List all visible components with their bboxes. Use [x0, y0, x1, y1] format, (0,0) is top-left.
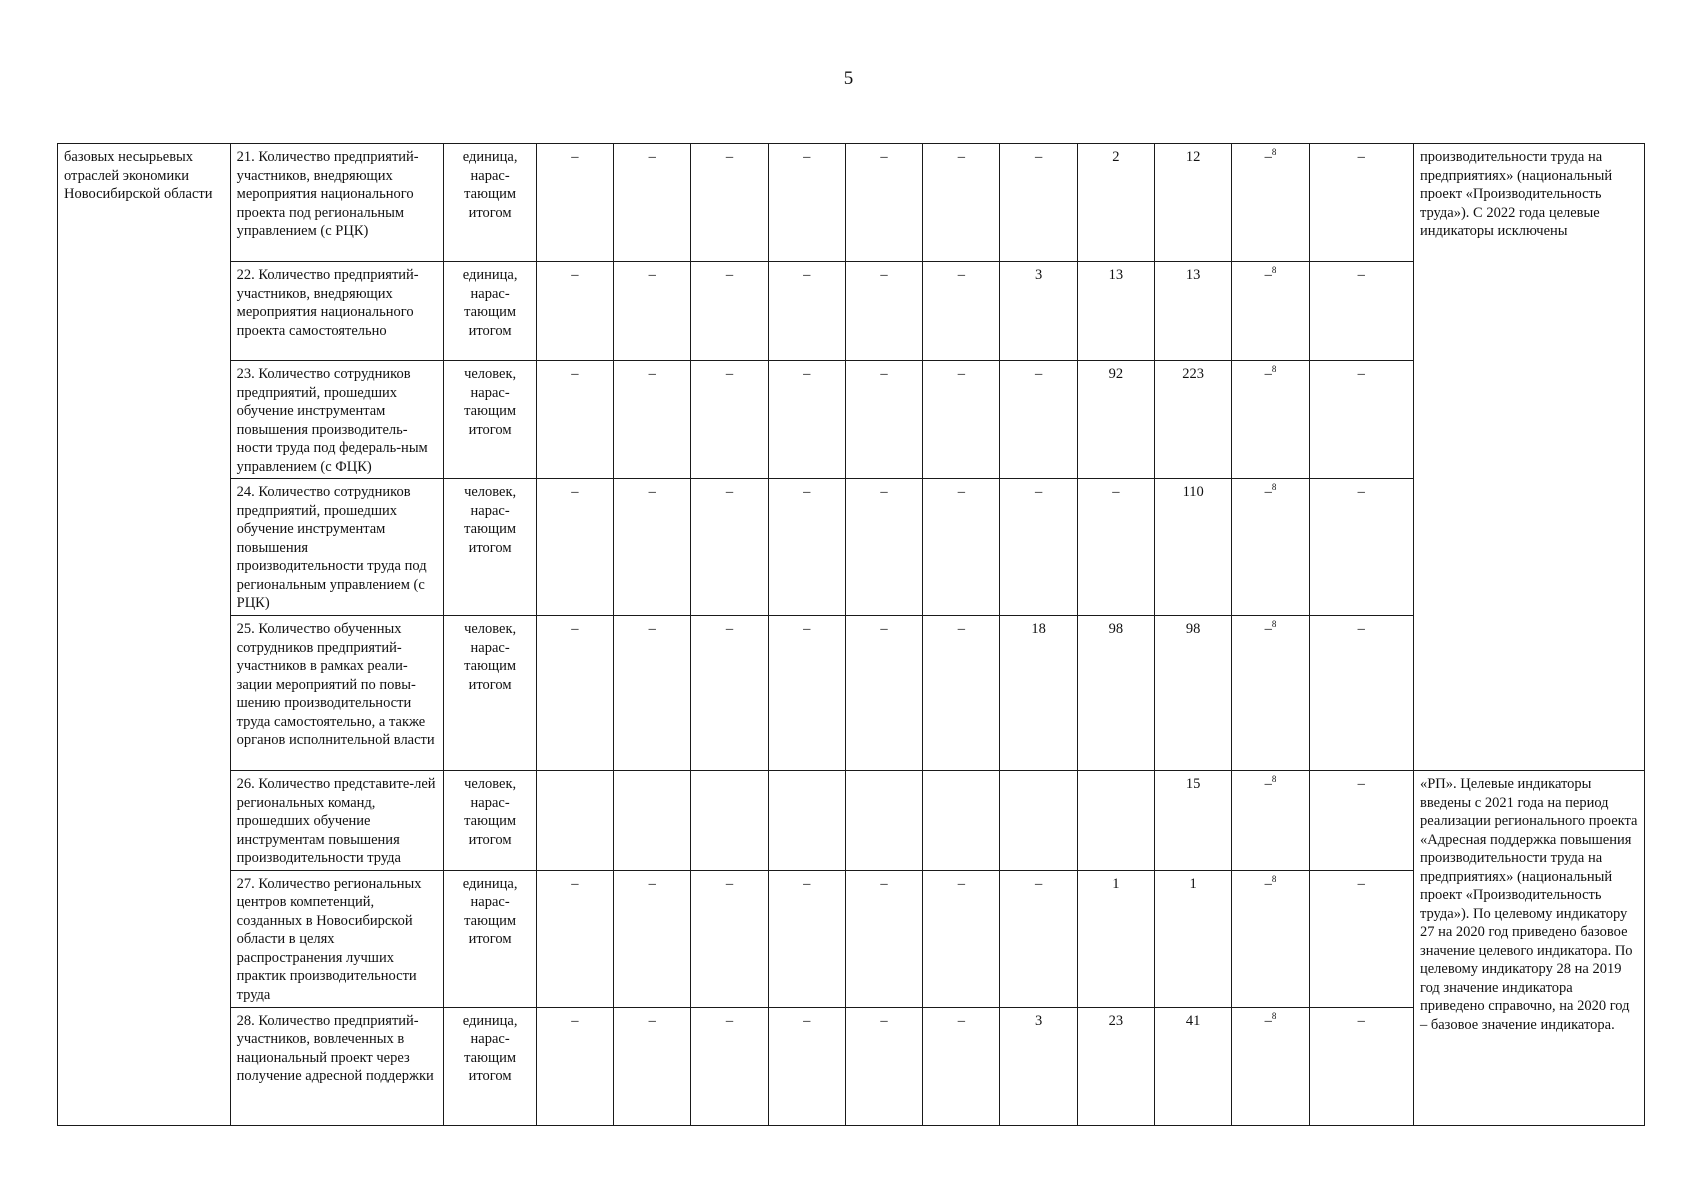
- value-cell: –: [768, 361, 845, 479]
- value-cell: [1077, 771, 1154, 871]
- indicator-name-cell: 21. Количество предприятий-участников, внедряющих мероприятия национального проекта под региональным управлением (с РЦК): [230, 144, 444, 262]
- footnote-mark: 8: [1271, 147, 1277, 157]
- unit-cell: единица, нарас-тающим итогом: [444, 1007, 536, 1125]
- table-row: [58, 616, 1645, 771]
- footnote-mark: 8: [1271, 873, 1277, 884]
- footnote-dash: –$^8$: [1264, 1010, 1277, 1029]
- value-cell: –: [614, 616, 691, 771]
- value-cell: 223: [1155, 361, 1232, 479]
- value-cell: 13: [1155, 262, 1232, 361]
- value-cell: 110: [1155, 479, 1232, 616]
- value-cell: –: [691, 1007, 768, 1125]
- value-cell: –: [691, 361, 768, 479]
- value-cell: –: [768, 479, 845, 616]
- value-cell: 1: [1155, 870, 1232, 1007]
- footnote-dash: –$^8$: [1264, 482, 1277, 500]
- table-row: [58, 870, 1645, 1007]
- value-cell: –: [768, 870, 845, 1007]
- value-cell: [923, 771, 1000, 871]
- value-cell: 92: [1077, 361, 1154, 479]
- note-cell: –: [1309, 870, 1413, 1007]
- footnote-dash: –$^8$: [1264, 873, 1277, 892]
- value-cell: –: [614, 479, 691, 616]
- value-cell: 12: [1155, 144, 1232, 262]
- indicator-name-cell: 23. Количество сотрудников предприятий, прошедших обучение инструментам повышения производитель-ности труда под федераль-ным управлением (с ФЦК): [230, 361, 444, 479]
- value-cell: –: [1000, 479, 1077, 616]
- value-cell: –: [614, 870, 691, 1007]
- note-cell: –: [1309, 616, 1413, 771]
- value-cell: –: [614, 361, 691, 479]
- table-row: [58, 1007, 1645, 1125]
- footnote-mark: 8: [1271, 619, 1277, 629]
- value-cell: –: [1000, 144, 1077, 262]
- value-cell: –: [845, 361, 922, 479]
- value-cell: –: [768, 262, 845, 361]
- value-cell: –: [923, 616, 1000, 771]
- value-cell: –: [845, 262, 922, 361]
- value-cell: –: [845, 144, 922, 262]
- unit-cell: человек, нарас-тающим итогом: [444, 616, 536, 771]
- footnote-cell: [1232, 1007, 1309, 1125]
- value-cell: –: [923, 144, 1000, 262]
- value-cell: –: [1000, 361, 1077, 479]
- footnote-mark: 8: [1271, 482, 1277, 492]
- indicator-name-cell: 25. Количество обученных сотрудников предприятий-участников в рамках реали-зации мероприятий по повы-шению производительности труда самостоятельно, а также органов исполнительной власти: [230, 616, 444, 771]
- value-cell: –: [536, 144, 613, 262]
- footnote-cell: [1232, 771, 1309, 871]
- value-cell: –: [691, 870, 768, 1007]
- value-cell: –: [614, 1007, 691, 1125]
- value-cell: –: [536, 870, 613, 1007]
- footnote-dash: –$^8$: [1264, 147, 1277, 165]
- table-row: [58, 361, 1645, 479]
- footnote-dash: –$^8$: [1264, 364, 1277, 382]
- value-cell: 2: [1077, 144, 1154, 262]
- footnote-cell: [1232, 616, 1309, 771]
- value-cell: –: [845, 616, 922, 771]
- footnote-cell: [1232, 262, 1309, 361]
- value-cell: –: [923, 1007, 1000, 1125]
- value-cell: –: [768, 144, 845, 262]
- value-cell: –: [845, 870, 922, 1007]
- value-cell: –: [845, 479, 922, 616]
- indicator-name-cell: 22. Количество предприятий-участников, внедряющих мероприятия национального проекта самостоятельно: [230, 262, 444, 361]
- note-cell: –: [1309, 771, 1413, 871]
- value-cell: –: [614, 262, 691, 361]
- value-cell: 3: [1000, 262, 1077, 361]
- table-row: [58, 479, 1645, 616]
- value-cell: –: [923, 262, 1000, 361]
- value-cell: 23: [1077, 1007, 1154, 1125]
- value-cell: –: [923, 870, 1000, 1007]
- value-cell: –: [536, 1007, 613, 1125]
- unit-cell: человек, нарас-тающим итогом: [444, 361, 536, 479]
- value-cell: –: [691, 262, 768, 361]
- value-cell: –: [536, 479, 613, 616]
- value-cell: –: [1077, 479, 1154, 616]
- footnote-cell: [1232, 144, 1309, 262]
- value-cell: –: [536, 616, 613, 771]
- footnote-cell: [1232, 361, 1309, 479]
- value-cell: –: [768, 616, 845, 771]
- comment-cell-a: производительности труда на предприятиях» (национальный проект «Производительность труда»). С 2022 года целевые индикаторы исключены: [1413, 144, 1644, 771]
- value-cell: –: [1000, 870, 1077, 1007]
- note-cell: –: [1309, 1007, 1413, 1125]
- value-cell: [614, 771, 691, 871]
- unit-cell: единица, нарас-тающим итогом: [444, 144, 536, 262]
- value-cell: –: [768, 1007, 845, 1125]
- value-cell: –: [536, 361, 613, 479]
- footnote-dash: –$^8$: [1264, 265, 1277, 283]
- unit-cell: единица, нарас-тающим итогом: [444, 262, 536, 361]
- value-cell: –: [923, 361, 1000, 479]
- table-row: [58, 262, 1645, 361]
- footnote-mark: 8: [1271, 774, 1277, 784]
- note-cell: –: [1309, 361, 1413, 479]
- indicators-table: [57, 143, 1645, 1126]
- value-cell: –: [845, 1007, 922, 1125]
- value-cell: [1000, 771, 1077, 871]
- value-cell: 15: [1155, 771, 1232, 871]
- value-cell: [536, 771, 613, 871]
- footnote-cell: [1232, 479, 1309, 616]
- value-cell: –: [691, 479, 768, 616]
- indicator-name-cell: 26. Количество представите-лей региональных команд, прошедших обучение инструментам повышения производительности труда: [230, 771, 444, 871]
- value-cell: –: [691, 144, 768, 262]
- value-cell: 18: [1000, 616, 1077, 771]
- note-cell: –: [1309, 479, 1413, 616]
- table-row: [58, 771, 1645, 871]
- unit-cell: единица, нарас-тающим итогом: [444, 870, 536, 1007]
- value-cell: 98: [1155, 616, 1232, 771]
- value-cell: –: [614, 144, 691, 262]
- footnote-dash: –$^8$: [1264, 774, 1277, 792]
- value-cell: [845, 771, 922, 871]
- unit-cell: человек, нарас-тающим итогом: [444, 479, 536, 616]
- value-cell: [691, 771, 768, 871]
- page-number: 5: [843, 68, 854, 89]
- footnote-cell: [1232, 870, 1309, 1007]
- comment-cell-b: «РП». Целевые индикаторы введены с 2021 года на период реализации регионального проекта «Адресная поддержка повышения производительности труда на предприятиях» (национальный проект «Производительность труда»). По целевому индикатору 27 на 2020 год приведено базовое значение целевого индикатора. По целевому индикатору 28 на 2019 год значение индикатора приведено справочно, на 2020 год – базовое значение индикатора.: [1413, 771, 1644, 1126]
- section-label-cell: базовых несырьевых отраслей экономики Новосибирской области: [58, 144, 231, 1126]
- footnote-mark: 8: [1271, 265, 1277, 275]
- value-cell: 3: [1000, 1007, 1077, 1125]
- footnote-mark: 8: [1271, 1010, 1277, 1021]
- note-cell: –: [1309, 262, 1413, 361]
- indicator-name-cell: 28. Количество предприятий-участников, вовлеченных в национальный проект через получение адресной поддержки: [230, 1007, 444, 1125]
- unit-cell: человек, нарас-тающим итогом: [444, 771, 536, 871]
- footnote-mark: 8: [1271, 364, 1277, 374]
- table-row: [58, 144, 1645, 262]
- value-cell: 13: [1077, 262, 1154, 361]
- indicator-name-cell: 27. Количество региональных центров компетенций, созданных в Новосибирской области в целях распространения лучших практик производительности труда: [230, 870, 444, 1007]
- value-cell: 41: [1155, 1007, 1232, 1125]
- value-cell: –: [923, 479, 1000, 616]
- value-cell: 98: [1077, 616, 1154, 771]
- note-cell: –: [1309, 144, 1413, 262]
- indicator-name-cell: 24. Количество сотрудников предприятий, прошедших обучение инструментам повышения производительности труда под региональным управлением (с РЦК): [230, 479, 444, 616]
- footnote-dash: –$^8$: [1264, 619, 1277, 637]
- value-cell: –: [691, 616, 768, 771]
- value-cell: 1: [1077, 870, 1154, 1007]
- value-cell: [768, 771, 845, 871]
- value-cell: –: [536, 262, 613, 361]
